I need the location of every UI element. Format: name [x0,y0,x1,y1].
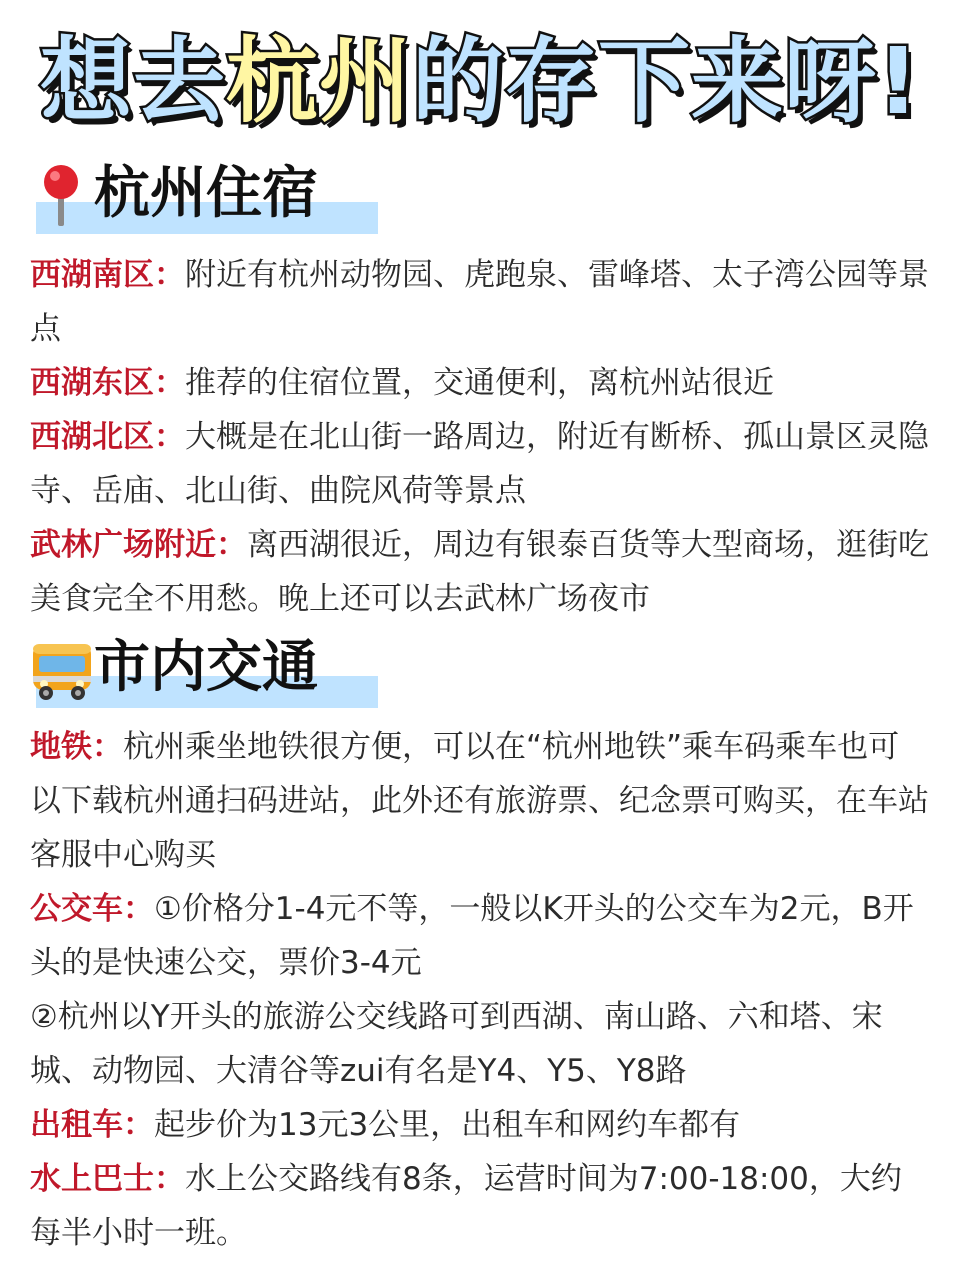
item-key: 出租车： [30,1107,154,1143]
pin-icon [30,162,94,228]
item-text: 水上公交路线有8条，运营时间为7:00-18:00，大约每半小时一班。 [30,1161,902,1251]
list-item [30,1098,930,1152]
item-key: 西湖东区： [30,365,185,401]
title-part1: 想去 [40,28,227,135]
item-text: 大概是在北山街一路周边，附近有断桥、孤山景区灵隐寺、岳庙、北山街、曲院风荷等景点 [30,419,929,509]
list-item [30,1152,930,1260]
section-heading-label: 市内交通 [94,635,318,700]
transport-list [30,720,930,1260]
list-item [30,248,930,356]
section-heading-label: 杭州住宿 [94,161,318,226]
title-highlight: 杭州 [226,28,413,135]
accommodation-list [30,248,930,626]
item-key: 武林广场附近： [30,527,247,563]
item-text: 起步价为13元3公里，出租车和网约车都有 [154,1107,741,1143]
list-item [30,356,930,410]
list-item [30,410,930,518]
item-key: 公交车： [30,891,154,927]
item-key: 水上巴士： [30,1161,185,1197]
list-item [30,990,930,1098]
item-text: 杭州乘坐地铁很方便，可以在“杭州地铁”乘车码乘车也可以下载杭州通扫码进站，此外还有旅游票、纪念票可购买，在车站客服中心购买 [30,729,929,873]
item-key: 地铁： [30,729,123,765]
list-item [30,518,930,626]
item-text: 附近有杭州动物园、虎跑泉、雷峰塔、太子湾公园等景点 [30,257,929,347]
item-text: ①价格分1-4元不等，一般以K开头的公交车为2元，B开头的是快速公交，票价3-4元 [30,891,914,981]
item-key: 西湖南区： [30,257,185,293]
bus-icon [30,636,94,702]
page-title [0,22,960,142]
list-item [30,882,930,990]
item-text: 离西湖很近，周边有银泰百货等大型商场，逛街吃美食完全不用愁。晚上还可以去武林广场夜市 [30,527,929,617]
list-item [30,720,930,882]
item-text: ②杭州以Y开头的旅游公交线路可到西湖、南山路、六和塔、宋城、动物园、大清谷等zui有名是Y4、Y5、Y8路 [30,999,883,1089]
item-text: 推荐的住宿位置，交通便利，离杭州站很近 [185,365,774,401]
item-key: 西湖北区： [30,419,185,455]
title-part2: 的存下来呀! [412,28,920,135]
